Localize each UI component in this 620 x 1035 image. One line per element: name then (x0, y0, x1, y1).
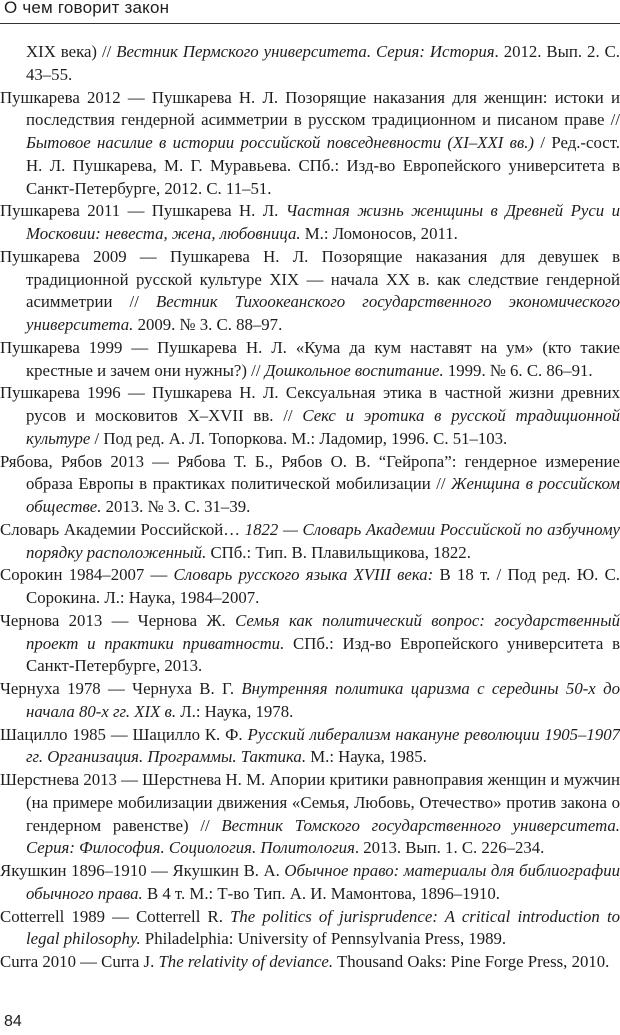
entry-text: Curra 2010 — Curra J. (0, 952, 159, 971)
bibliography-entry (0, 769, 620, 860)
entry-text: М.: Наука, 1985. (306, 747, 427, 767)
entry-title-italic: Вестник Томского государственного университета. Серия: Философия. Социология. Политология (26, 815, 620, 858)
bibliography-entry (0, 87, 620, 201)
entry-text: Philadelphia: University of Pennsylvania Press, 1989. (140, 929, 507, 949)
running-head-title: О чем говорит закон (4, 0, 170, 17)
entry-text: 2013. № 3. С. 31–39. (101, 497, 251, 516)
entry-text: Шацилло 1985 — Шацилло К. Ф. (0, 724, 248, 744)
entry-text: СПб.: Изд-во Европейского университета в Санкт-Петербурге, 2013. (26, 633, 620, 676)
entry-text: Пушкарева 2012 — Пушкарева Н. Л. Позорящие наказания для женщин: истоки и последствия гендерной асимметрии в русском традиционном и писаном праве // (0, 87, 620, 130)
entry-text: Якушкин 1896–1910 — Якушкин В. А. (0, 861, 285, 880)
entry-title-italic: Обычное право: материалы для библиографии обычного права. (26, 861, 620, 903)
entry-text: Шерстнева 2013 — Шерстнева Н. М. Апории критики равноправия женщин и мужчин (на примере мобилизации движения «Семья, Любовь, Отечество» против закона о гендерном равенстве) // (0, 770, 620, 835)
bibliography-entry (0, 337, 620, 383)
entry-text: Словарь Академии Российской… (0, 519, 245, 539)
entry-title-italic: The politics of jurisprudence: A critical introduction to legal philosophy. (26, 906, 620, 949)
entry-text: Л.: Наука, 1978. (176, 701, 294, 721)
entry-text: СПб.: Тип. В. Плавильщикова, 1822. (206, 542, 471, 562)
entry-title-italic: Вестник Пермского университета. Серия: История (116, 42, 495, 61)
entry-title-italic: Словарь русского языка XVIII века: (173, 565, 434, 585)
entry-text: XIX века) // (26, 42, 117, 61)
entry-text: В 18 т. / Под ред. Ю. С. Сорокина. Л.: Наука, 1984–2007. (26, 565, 620, 607)
entry-text: . 2012. Вып. 2. С. 43–55. (26, 42, 620, 84)
page-number: 84 (4, 1013, 22, 1030)
entry-text: Cotterrell 1989 — Cotterrell R. (0, 906, 231, 926)
entry-title-italic: Женщина в российском обществе. (26, 474, 620, 516)
entry-title-italic: Бытовое насилие в истории российской повседневности (XI–XXI вв.) (26, 133, 535, 152)
entry-text: Пушкарева 1996 — Пушкарева Н. Л. Сексуальная этика в частной жизни древних русов и московитов X–XVII вв. // (0, 383, 620, 425)
entry-text: М.: Ломоносов, 2011. (300, 224, 458, 243)
bibliography-list (0, 41, 620, 974)
entry-title-italic: Семья как политический вопрос: государственный проект и практики приватности. (26, 610, 620, 653)
entry-text: Thousand Oaks: Pine Forge Press, 2010. (333, 952, 610, 971)
entry-text: Пушкарева 1999 — Пушкарева Н. Л. «Кума да кум наставят на ум» (кто такие крестные и зачем они нужны?) // (0, 337, 620, 380)
entry-text: Сорокин 1984–2007 — (0, 565, 174, 585)
entry-text: Рябова, Рябов 2013 — Рябова Т. Б., Рябов О. В. “Гейропа”: гендерное измерение образа Европы в практиках политической мобилизации // (0, 451, 620, 494)
bibliography-entry (0, 564, 620, 610)
entry-title-italic: Секс и эротика в русской традиционной культуре (26, 406, 620, 448)
header-rule (0, 23, 620, 24)
entry-text: . 2013. Вып. 1. С. 226–234. (354, 838, 545, 858)
entry-text: / Под ред. А. Л. Топоркова. М.: Ладомир, 1996. С. 51–103. (90, 428, 508, 448)
entry-text: 2009. № 3. С. 88–97. (133, 315, 283, 334)
bibliography-entry (0, 41, 620, 87)
entry-text: Чернова 2013 — Чернова Ж. (0, 610, 236, 630)
entry-text: В 4 т. М.: Т-во Тип. А. И. Мамонтова, 1896–1910. (142, 883, 500, 903)
entry-text: Чернуха 1978 — Чернуха В. Г. (0, 679, 242, 698)
bibliography-entry (0, 610, 620, 678)
entry-title-italic: Вестник Тихоокеанского государственного экономического университета. (26, 292, 620, 334)
bibliography-entry (0, 906, 620, 952)
bibliography-entry (0, 860, 620, 906)
bibliography-entry (0, 951, 620, 974)
bibliography-entry (0, 724, 620, 770)
entry-title-italic: 1822 — Словарь Академии Российской по азбучному порядку расположенный. (26, 519, 620, 562)
entry-text: 1999. № 6. С. 86–91. (443, 360, 593, 380)
bibliography-entry (0, 246, 620, 337)
entry-title-italic: Внутренняя политика царизма с середины 50-х до начала 80-х гг. XIX в. (26, 679, 620, 721)
bibliography-entry (0, 519, 620, 565)
entry-text: Пушкарева 2011 — Пушкарева Н. Л. (0, 201, 286, 221)
entry-title-italic: The relativity of deviance. (158, 952, 334, 971)
entry-title-italic: Русский либерализм накануне революции 1905–1907 гг. Организация. Программы. Тактика. (26, 724, 620, 767)
bibliography-entry (0, 678, 620, 724)
entry-text: / Ред.-сост. Н. Л. Пушкарева, М. Г. Муравьева. СПб.: Изд-во Европейского университета в Санкт-Петербурге, 2012. С. 11–51. (26, 133, 620, 198)
bibliography-entry (0, 200, 620, 246)
entry-text: Пушкарева 2009 — Пушкарева Н. Л. Позорящие наказания для девушек в традиционной русской культуре XIX — начала XX в. как следствие гендерной асимметрии // (0, 246, 620, 312)
bibliography-entry (0, 382, 620, 450)
entry-title-italic: Дошкольное воспитание. (264, 360, 444, 380)
bibliography-entry (0, 451, 620, 519)
entry-title-italic: Частная жизнь женщины в Древней Руси и Московии: невеста, жена, любовница. (26, 201, 620, 243)
